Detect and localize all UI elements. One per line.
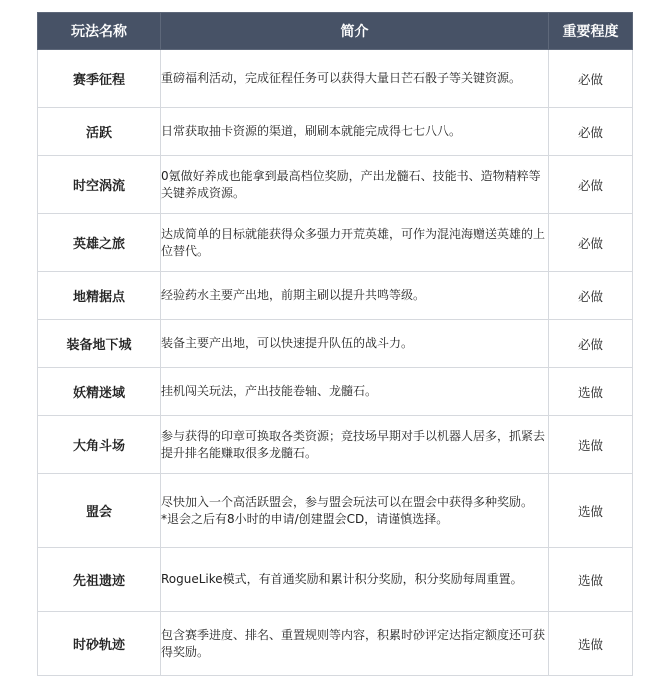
description-cell (161, 108, 549, 156)
importance-cell: 必做 (549, 214, 633, 272)
gameplay-name-cell: 装备地下城 (38, 320, 161, 368)
gameplay-name-cell: 先祖遗迹 (38, 548, 161, 612)
description-text: 日常获取抽卡资源的渠道，刷刷本就能完成得七七八八。 (161, 124, 462, 138)
importance-cell: 必做 (549, 272, 633, 320)
importance-cell: 选做 (549, 416, 633, 474)
table-row (38, 474, 633, 548)
table-row (38, 368, 633, 416)
importance-cell: 必做 (549, 320, 633, 368)
gameplay-name-cell: 地精据点 (38, 272, 161, 320)
table-header-row (38, 13, 633, 50)
table-row (38, 156, 633, 214)
gameplay-name-cell: 盟会 (38, 474, 161, 548)
header-description: 简介 (161, 13, 549, 50)
description-cell (161, 272, 549, 320)
description-text: 0氪做好养成也能拿到最高档位奖励，产出龙髓石、技能书、造物精粹等关键养成资源。 (161, 168, 541, 200)
importance-cell: 选做 (549, 368, 633, 416)
gameplay-name-cell: 妖精迷域 (38, 368, 161, 416)
description-text: 经验药水主要产出地，前期主刷以提升共鸣等级。 (161, 288, 426, 302)
description-cell (161, 320, 549, 368)
description-cell (161, 368, 549, 416)
gameplay-name-cell: 时砂轨迹 (38, 612, 161, 676)
description-cell (161, 50, 549, 108)
gameplay-name-cell: 英雄之旅 (38, 214, 161, 272)
importance-cell: 选做 (549, 612, 633, 676)
description-text: 重磅福利活动，完成征程任务可以获得大量日芒石骰子等关键资源。 (161, 71, 522, 85)
header-gameplay-name: 玩法名称 (38, 13, 161, 50)
description-text: 参与获得的印章可换取各类资源；竞技场早期对手以机器人居多，抓紧去提升排名能赚取很多龙髓石。 (161, 428, 546, 460)
gameplay-name-cell: 赛季征程 (38, 50, 161, 108)
description-cell (161, 214, 549, 272)
description-text: 尽快加入一个高活跃盟会，参与盟会玩法可以在盟会中获得多种奖励。 (161, 494, 534, 509)
table-row (38, 320, 633, 368)
importance-cell: 选做 (549, 474, 633, 548)
description-cell (161, 156, 549, 214)
description-cell (161, 612, 549, 676)
gameplay-name-cell: 活跃 (38, 108, 161, 156)
importance-cell: 选做 (549, 548, 633, 612)
table-row (38, 416, 633, 474)
table-row (38, 548, 633, 612)
table-row (38, 214, 633, 272)
table-row (38, 612, 633, 676)
description-cell (161, 416, 549, 474)
header-importance: 重要程度 (549, 13, 633, 50)
description-text: 挂机闯关玩法，产出技能卷轴、龙髓石。 (161, 384, 378, 398)
table-row (38, 108, 633, 156)
description-text: *退会之后有8小时的申请/创建盟会CD，请谨慎选择。 (161, 511, 449, 526)
gameplay-name-cell: 时空涡流 (38, 156, 161, 214)
description-text: RogueLike模式，有首通奖励和累计积分奖励，积分奖励每周重置。 (161, 572, 523, 586)
table-row (38, 50, 633, 108)
gameplay-guide-table (37, 12, 633, 676)
description-cell (161, 474, 549, 548)
table-row (38, 272, 633, 320)
gameplay-name-cell: 大角斗场 (38, 416, 161, 474)
importance-cell: 必做 (549, 108, 633, 156)
importance-cell: 必做 (549, 156, 633, 214)
description-text: 达成简单的目标就能获得众多强力开荒英雄，可作为混沌海赠送英雄的上位替代。 (161, 226, 546, 258)
importance-cell: 必做 (549, 50, 633, 108)
description-text: 包含赛季进度、排名、重置规则等内容，积累时砂评定达指定额度还可获得奖励。 (161, 627, 546, 659)
description-cell (161, 548, 549, 612)
description-text: 装备主要产出地，可以快速提升队伍的战斗力。 (161, 336, 414, 350)
